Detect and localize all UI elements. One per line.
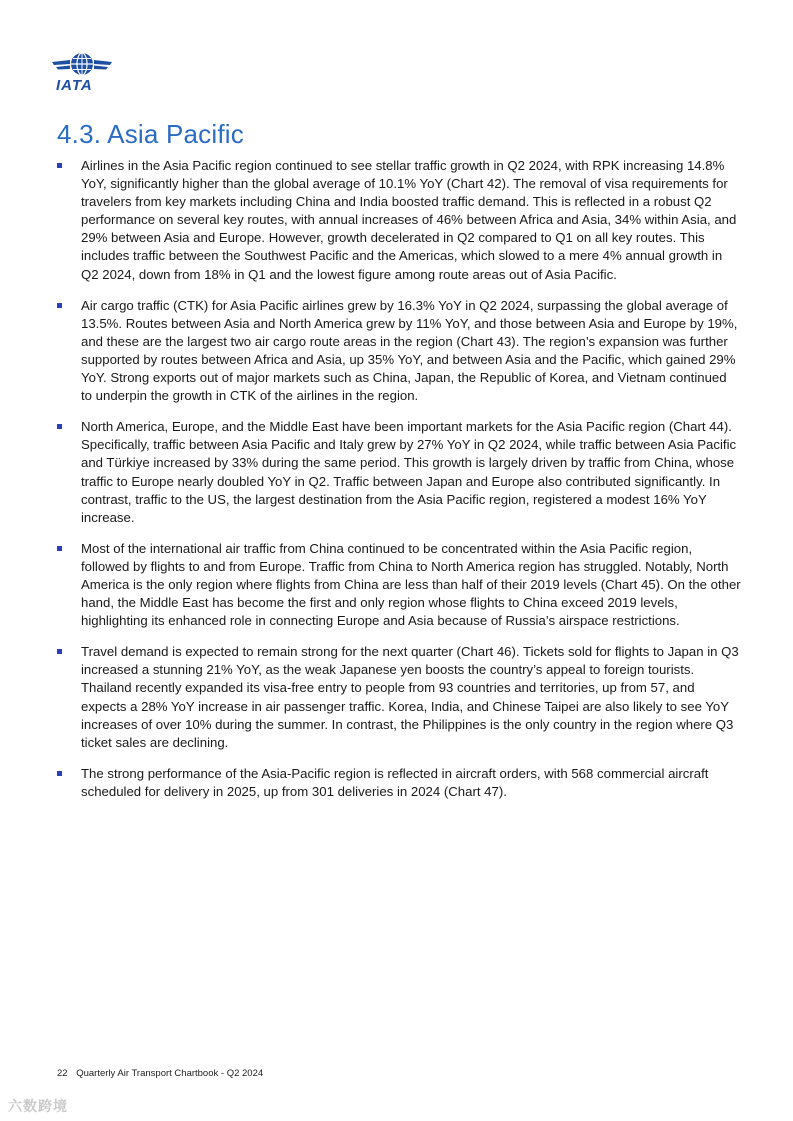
bullet-square-icon [57,546,62,551]
iata-logo [50,52,114,94]
bullet-square-icon [57,649,62,654]
footer-doc-title: Quarterly Air Transport Chartbook - Q2 2024 [76,1068,264,1079]
bullet-item [56,643,741,752]
globe-wings-icon [50,52,114,78]
bullet-item [56,418,741,527]
bullet-item [56,157,741,284]
bullet-item [56,540,741,630]
logo-wordmark: IATA [56,77,93,94]
bullet-square-icon [57,163,62,168]
bullet-square-icon [57,303,62,308]
bullet-item [56,765,741,801]
bullet-square-icon [57,771,62,776]
bullet-text: North America, Europe, and the Middle East have been important markets for the Asia Pacific region (Chart 44). Specifically, traffic between Asia Pacific and Italy grew by 27% YoY in Q2 2024, while traffic between Asia Pacific and Türkiye increased by 33% during the same period. This growth is largely driven by traffic from China, whose traffic to Europe nearly doubled YoY in Q2. Traffic between Japan and Europe also contributed significantly. In contrast, traffic to the US, the largest destination from the Asia Pacific region, registered a modest 16% YoY increase. [81,419,737,525]
bullet-text: Travel demand is expected to remain strong for the next quarter (Chart 46). Tickets sold for flights to Japan in Q3 increased a stunning 21% YoY, as the weak Japanese yen boosts the country’s appeal to foreign tourists. Thailand recently expanded its visa-free entry to people from 93 countries and territories, up from 57, and expects a 28% YoY increase in air passenger traffic. Korea, India, and Chinese Taipei are also likely to see YoY increases of over 10% during the summer. In contrast, the Philippines is the only country in the region where Q3 ticket sales are declining. [81,644,739,750]
bullet-square-icon [57,424,62,429]
bullet-list [56,157,741,814]
bullet-text: Most of the international air traffic from China continued to be concentrated within the Asia Pacific region, followed by flights to and from Europe. Traffic from China to North America region has struggled. Notably, North America is the only region where flights from China are less than half of their 2019 levels (Chart 45). On the other hand, the Middle East has become the first and only region whose flights to China exceed 2019 levels, highlighting its enhanced role in connecting Europe and Asia because of Russia’s airspace restrictions. [81,540,741,629]
watermark: 六数跨境 [8,1098,68,1114]
bullet-text: The strong performance of the Asia-Pacific region is reflected in aircraft orders, with 568 commercial aircraft scheduled for delivery in 2025, up from 301 deliveries in 2024 (Chart 47). [81,765,709,799]
bullet-text: Air cargo traffic (CTK) for Asia Pacific airlines grew by 16.3% YoY in Q2 2024, surpassing the global average of 13.5%. Routes between Asia and North America grew by 11% YoY, and those between Asia and Europe by 19%, and these are the largest two air cargo route areas in the region (Chart 43). The region’s expansion was further supported by routes between Africa and Asia, up 35% YoY, and between Asia and the Pacific, which gained 29% YoY. Strong exports out of major markets such as China, Japan, the Republic of Korea, and Vietnam continued to underpin the growth in CTK of the airlines in the region. [81,297,738,404]
page-footer [57,1068,263,1079]
bullet-text: Airlines in the Asia Pacific region continued to see stellar traffic growth in Q2 2024, with RPK increasing 14.8% YoY, significantly higher than the global average of 10.1% YoY (Chart 42). The removal of visa requirements for travelers from key markets including China and India boosted traffic demand. This is reflected in a robust Q2 performance on several key routes, with annual increases of 46% between Africa and Asia, 34% within Asia, and 29% between Asia and Europe. However, growth decelerated in Q2 compared to Q1 on all key routes. This includes traffic between the Southwest Pacific and the Americas, which slowed to a mere 4% annual growth in Q2 2024, down from 18% in Q1 and the lowest figure among route areas out of Asia Pacific. [81,158,737,282]
page-number: 22 [57,1068,68,1079]
bullet-item [56,297,741,406]
section-title: 4.3. Asia Pacific [57,119,244,149]
